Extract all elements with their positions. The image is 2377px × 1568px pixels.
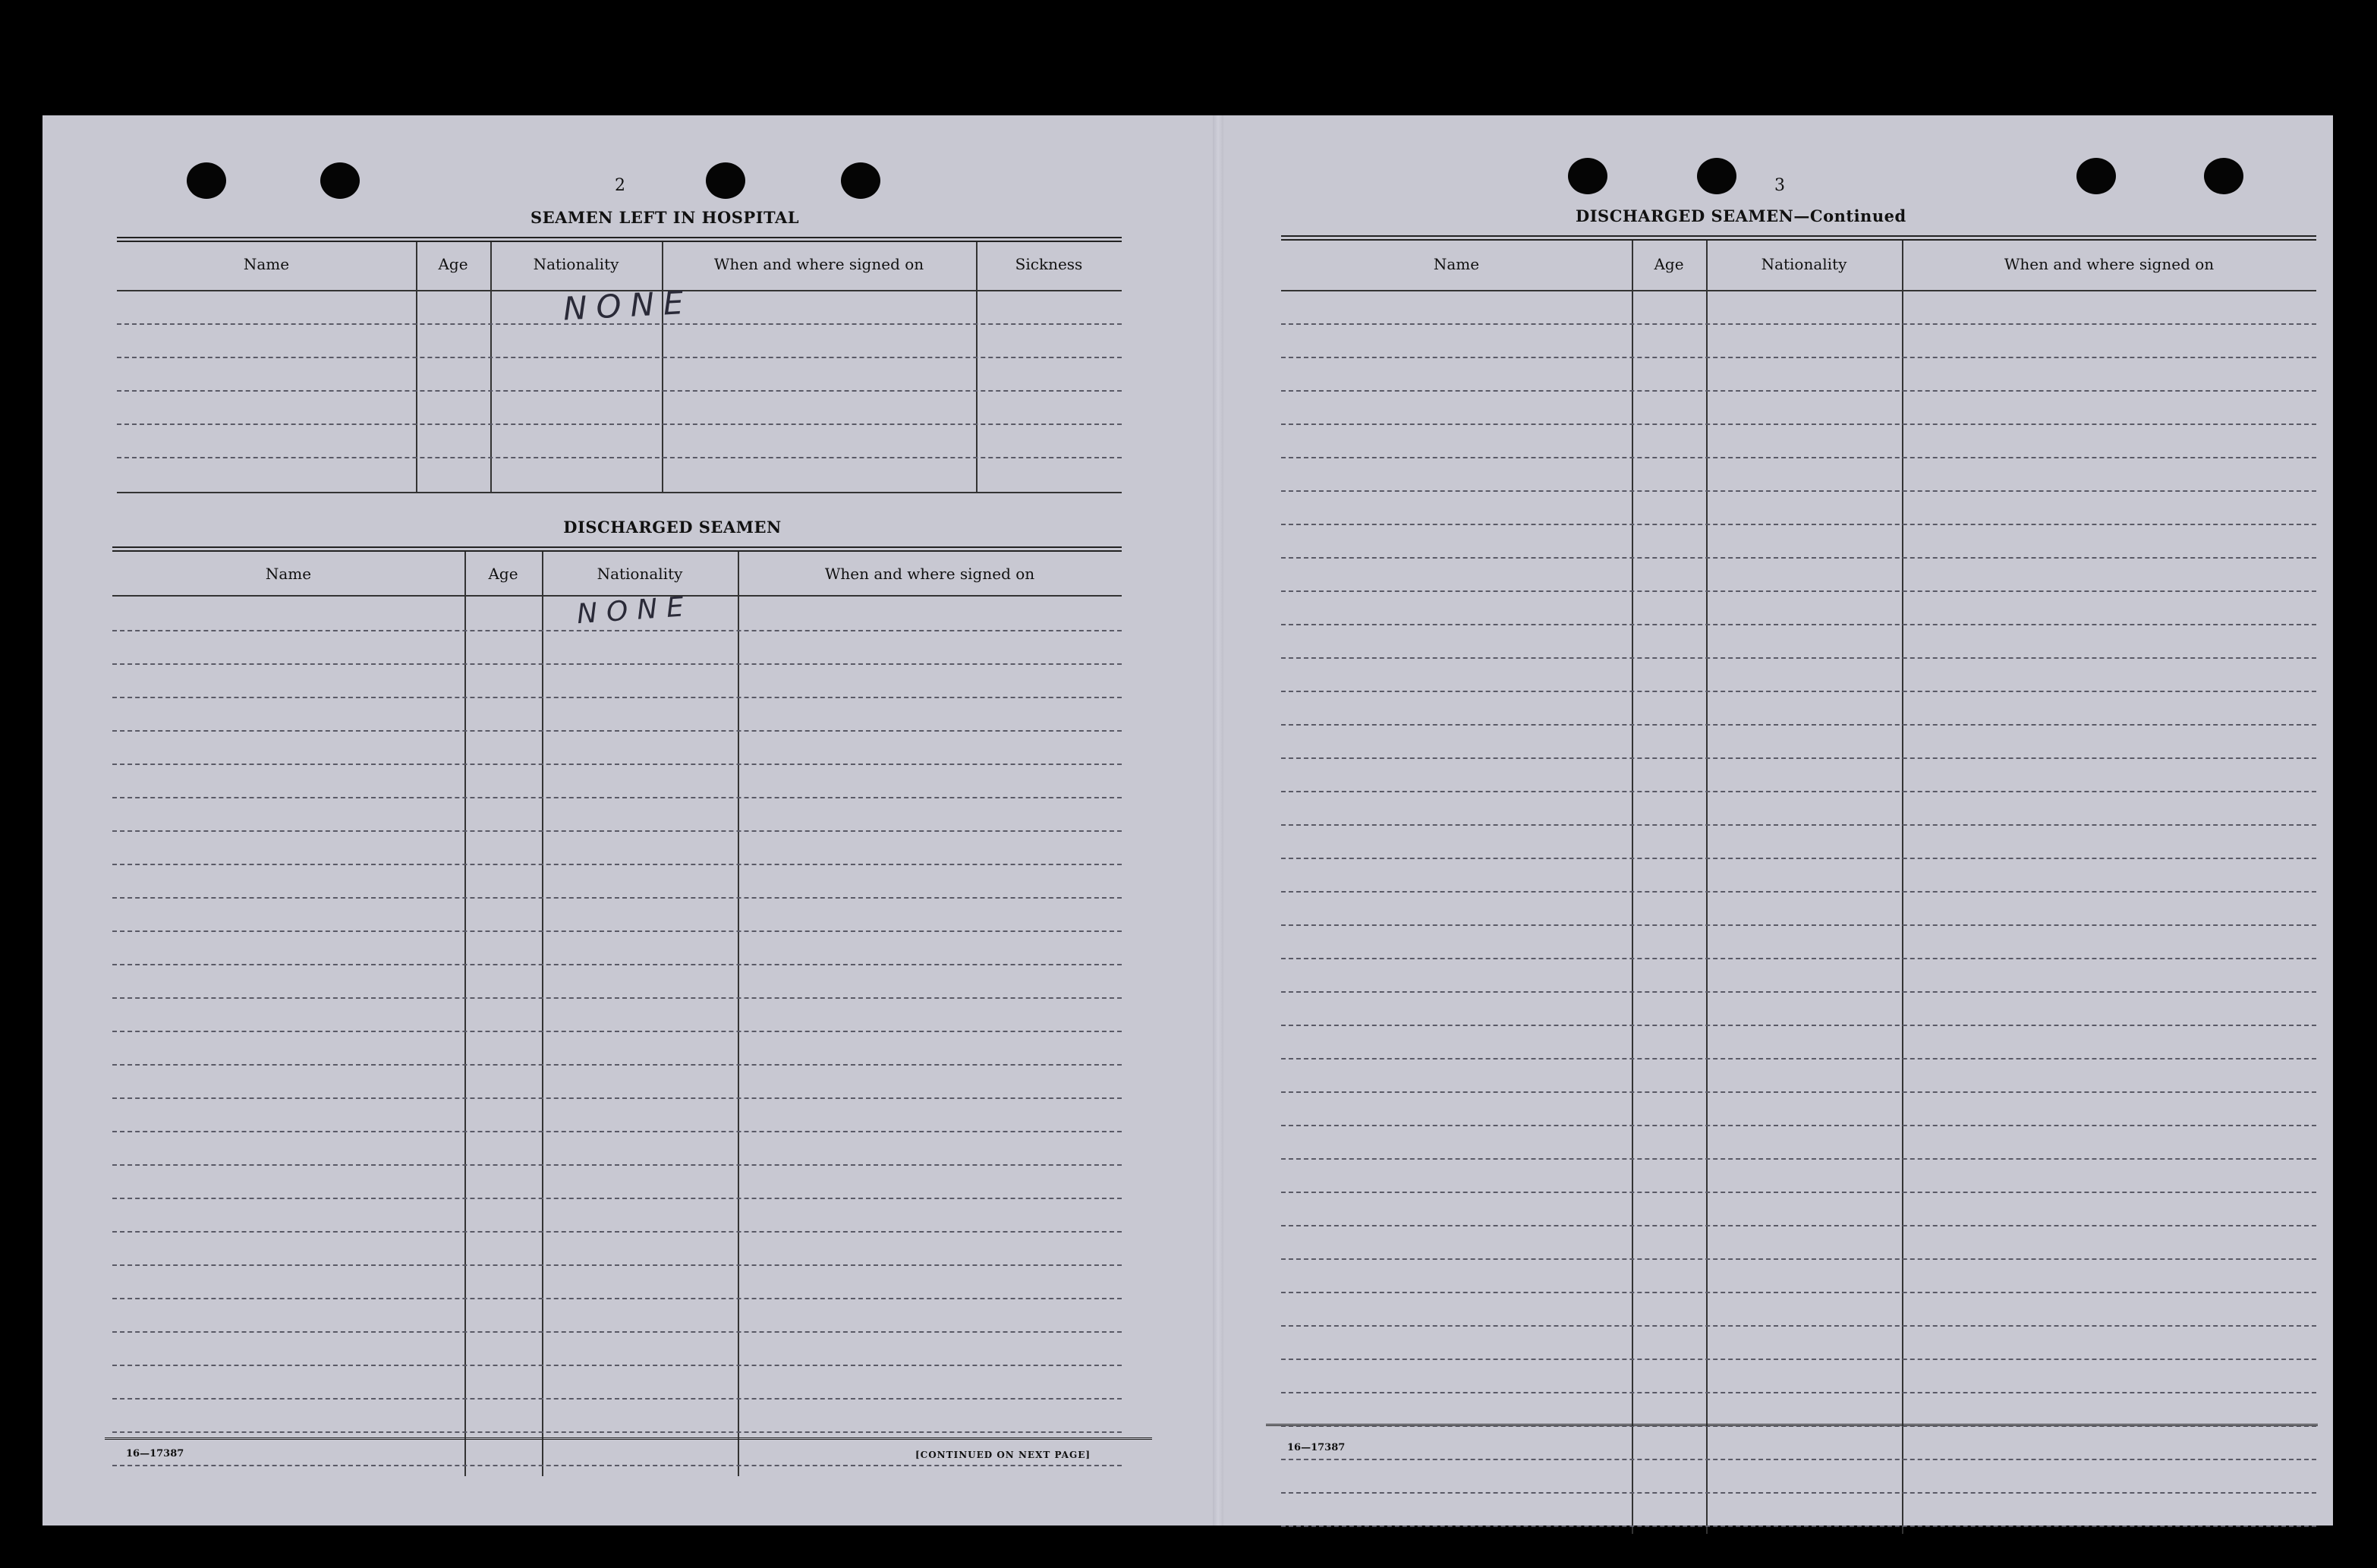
column-header: Name — [265, 565, 312, 583]
ruled-row-line — [112, 1398, 1122, 1400]
ruled-row-line — [112, 1031, 1122, 1032]
ruled-row-line — [112, 1298, 1122, 1299]
ruled-row-line — [1281, 958, 2316, 959]
ruled-row-line — [112, 964, 1122, 965]
ruled-row-line — [1281, 1292, 2316, 1293]
ruled-row-line — [1281, 1359, 2316, 1360]
handwritten-none-discharged: NONE — [575, 590, 694, 631]
ruled-row-line — [1281, 924, 2316, 926]
ruled-row-line — [112, 1331, 1122, 1333]
ruled-row-line — [1281, 824, 2316, 826]
ruled-row-line — [112, 1097, 1122, 1099]
ruled-row-line — [1281, 1125, 2316, 1126]
column-header: When and where signed on — [2004, 255, 2215, 273]
punch-hole — [2076, 158, 2116, 194]
ruled-row-line — [1281, 323, 2316, 325]
column-header: Name — [243, 255, 290, 273]
punch-hole — [706, 162, 745, 199]
hospital-table — [117, 237, 1122, 495]
ruled-row-line — [1281, 791, 2316, 792]
page-fold — [1213, 115, 1223, 1525]
discharged-title-continued: —Continued — [1793, 206, 1906, 225]
hospital-section-title: SEAMEN LEFT IN HOSPITAL — [530, 208, 800, 227]
column-header: Age — [488, 565, 518, 583]
ruled-row-line — [112, 1064, 1122, 1066]
continued-on-next-page: [CONTINUED ON NEXT PAGE] — [915, 1450, 1091, 1460]
ruled-row-line — [112, 1264, 1122, 1266]
page-number-left: 2 — [615, 176, 625, 195]
ruled-row-line — [112, 1365, 1122, 1366]
ruled-row-line — [1281, 1492, 2316, 1494]
column-header: Sickness — [1015, 255, 1083, 273]
ruled-row-line — [112, 764, 1122, 765]
discharged-title-main: DISCHARGED SEAMEN — [1576, 206, 1794, 225]
ruled-row-line — [112, 663, 1122, 665]
ruled-row-line — [1281, 457, 2316, 458]
ruled-row-line — [1281, 590, 2316, 592]
ruled-row-line — [112, 1164, 1122, 1166]
column-header: Age — [1654, 255, 1684, 273]
ruled-row-line — [1281, 1325, 2316, 1327]
ruled-row-line — [112, 864, 1122, 865]
ruled-row-line — [1281, 490, 2316, 492]
column-header: When and where signed on — [824, 565, 1035, 583]
ruled-row-line — [112, 1131, 1122, 1132]
punch-hole — [1697, 158, 1736, 194]
column-header: Nationality — [533, 255, 619, 273]
ruled-row-line — [1281, 1225, 2316, 1226]
ruled-row-line — [112, 1465, 1122, 1466]
ruled-row-line — [1281, 858, 2316, 859]
punch-hole — [2204, 158, 2243, 194]
ruled-row-line — [1281, 1025, 2316, 1026]
ruled-row-line — [1281, 757, 2316, 759]
ruled-row-line — [1281, 724, 2316, 726]
discharged-continued-title — [1576, 206, 1906, 225]
ruled-row-line — [1281, 524, 2316, 525]
ruled-row-line — [112, 730, 1122, 732]
ruled-row-line — [1281, 1192, 2316, 1193]
bottom-rule-right — [1266, 1424, 2318, 1429]
handwritten-none-hospital: NONE — [562, 283, 694, 328]
ruled-row-line — [1281, 1091, 2316, 1093]
ruled-row-line — [112, 1198, 1122, 1199]
ruled-row-line — [112, 930, 1122, 932]
ruled-row-line — [1281, 1459, 2316, 1460]
column-header: When and where signed on — [713, 255, 924, 273]
ruled-row-line — [1281, 657, 2316, 659]
ruled-row-line — [1281, 1058, 2316, 1060]
form-number-right: 16—17387 — [1287, 1442, 1346, 1453]
ruled-row-line — [1281, 357, 2316, 358]
column-header: Nationality — [597, 565, 683, 583]
ruled-row-line — [1281, 1392, 2316, 1393]
page-number-right: 3 — [1774, 176, 1785, 195]
ruled-row-line — [1281, 1258, 2316, 1260]
scanned-document — [43, 115, 2333, 1525]
discharged-section-title: DISCHARGED SEAMEN — [563, 518, 782, 537]
ruled-row-line — [1281, 691, 2316, 692]
ruled-row-line — [112, 697, 1122, 698]
ruled-row-line — [1281, 1525, 2316, 1527]
punch-hole — [1568, 158, 1607, 194]
ruled-row-line — [112, 630, 1122, 631]
ruled-row-line — [112, 830, 1122, 832]
punch-hole — [187, 162, 226, 199]
ruled-row-line — [112, 797, 1122, 798]
ruled-row-line — [1281, 557, 2316, 559]
ruled-row-line — [112, 1231, 1122, 1233]
ruled-row-line — [112, 997, 1122, 999]
ruled-row-line — [1281, 991, 2316, 993]
ruled-row-line — [1281, 390, 2316, 392]
ruled-row-line — [112, 897, 1122, 899]
discharged-table-right — [1281, 235, 2316, 1539]
ruled-row-line — [1281, 624, 2316, 625]
punch-hole — [320, 162, 360, 199]
column-header: Name — [1433, 255, 1480, 273]
ruled-row-line — [112, 1431, 1122, 1433]
discharged-table-left — [112, 546, 1122, 1481]
column-header: Age — [438, 255, 468, 273]
bottom-rule-left — [105, 1437, 1152, 1443]
column-header: Nationality — [1761, 255, 1847, 273]
ruled-row-line — [1281, 891, 2316, 893]
form-number-left: 16—17387 — [126, 1448, 184, 1459]
ruled-row-line — [1281, 1158, 2316, 1160]
punch-hole — [841, 162, 880, 199]
ruled-row-line — [1281, 423, 2316, 425]
